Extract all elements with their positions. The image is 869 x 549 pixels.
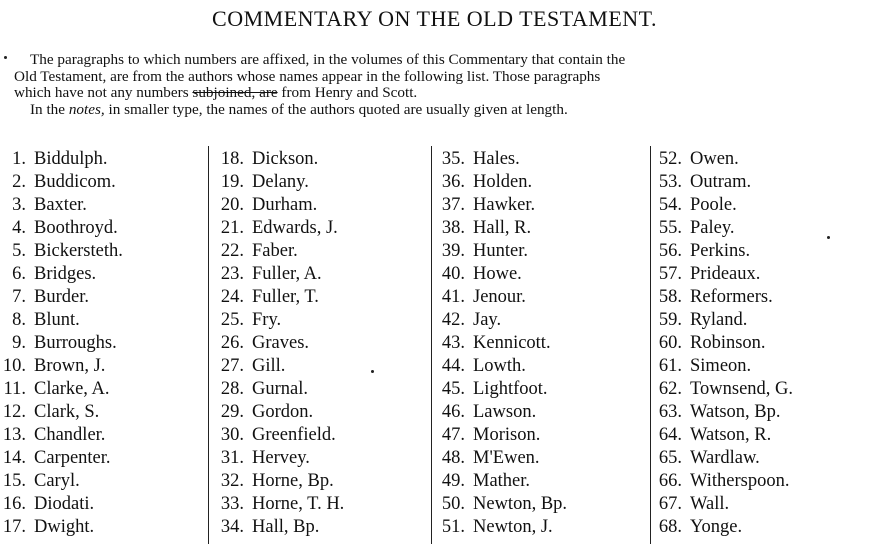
- author-list: [642, 148, 793, 539]
- author-name: Townsend, G.: [690, 379, 794, 399]
- author-name: Burder.: [34, 287, 89, 307]
- author-entry: [425, 217, 567, 240]
- author-number: 47.: [441, 425, 465, 445]
- author-column-1: [0, 148, 123, 539]
- ink-speck: [827, 236, 830, 239]
- author-number: 21.: [220, 218, 244, 238]
- author-name: Watson, R.: [690, 425, 772, 445]
- author-name: Wardlaw.: [690, 448, 760, 468]
- author-entry: [642, 171, 793, 194]
- author-name: Newton, Bp.: [473, 494, 568, 514]
- author-number: 10.: [2, 356, 26, 376]
- author-number: 61.: [658, 356, 682, 376]
- author-number: 4.: [12, 218, 26, 238]
- column-divider: [431, 146, 432, 544]
- intro-line-4-before: In the: [30, 100, 69, 118]
- author-entry: [0, 217, 123, 240]
- author-entry: [204, 171, 344, 194]
- intro-line-3-after: from Henry and Scott.: [277, 84, 418, 101]
- author-number: 45.: [441, 379, 465, 399]
- author-name: Poole.: [690, 195, 737, 215]
- author-name: Graves.: [252, 333, 310, 353]
- author-entry: [642, 240, 793, 263]
- author-entry: [0, 355, 123, 378]
- author-name: Boothroyd.: [34, 218, 118, 238]
- author-entry: [204, 309, 344, 332]
- author-number: 8.: [12, 310, 26, 330]
- author-number: 37.: [441, 195, 465, 215]
- author-number: 22.: [220, 241, 244, 261]
- author-name: Yonge.: [690, 517, 743, 537]
- author-name: Paley.: [690, 218, 735, 238]
- author-number: 50.: [441, 494, 465, 514]
- author-name: Dickson.: [252, 149, 319, 169]
- author-number: 13.: [2, 425, 26, 445]
- author-name: Jay.: [473, 310, 502, 330]
- author-name: Newton, J.: [473, 517, 553, 537]
- author-list: [204, 148, 344, 539]
- author-name: Dwight.: [34, 517, 95, 537]
- author-entry: [642, 470, 793, 493]
- author-number: 34.: [220, 517, 244, 537]
- author-name: Caryl.: [34, 471, 80, 491]
- author-name: Reformers.: [690, 287, 773, 307]
- author-number: 38.: [441, 218, 465, 238]
- author-number: 65.: [658, 448, 682, 468]
- author-number: 36.: [441, 172, 465, 192]
- ink-speck: [4, 56, 7, 59]
- author-name: Jenour.: [473, 287, 526, 307]
- author-entry: [0, 263, 123, 286]
- author-entry: [642, 424, 793, 447]
- author-entry: [204, 240, 344, 263]
- author-number: 33.: [220, 494, 244, 514]
- author-entry: [425, 493, 567, 516]
- author-number: 54.: [658, 195, 682, 215]
- author-entry: [0, 148, 123, 171]
- author-name: Biddulph.: [34, 149, 108, 169]
- author-name: Horne, T. H.: [252, 494, 345, 514]
- author-number: 7.: [12, 287, 26, 307]
- author-name: Clarke, A.: [34, 379, 110, 399]
- author-entry: [642, 401, 793, 424]
- author-number: 60.: [658, 333, 682, 353]
- author-number: 52.: [658, 149, 682, 169]
- intro-line-3-before: which have not any numbers: [14, 84, 193, 101]
- author-entry: [0, 424, 123, 447]
- author-name: Gill.: [252, 356, 286, 376]
- author-number: 40.: [441, 264, 465, 284]
- author-entry: [425, 263, 567, 286]
- author-entry: [425, 470, 567, 493]
- author-number: 24.: [220, 287, 244, 307]
- author-entry: [642, 148, 793, 171]
- page-title: COMMENTARY ON THE OLD TESTAMENT.: [212, 6, 657, 31]
- author-entry: [0, 194, 123, 217]
- author-entry: [204, 516, 344, 539]
- column-divider: [650, 146, 651, 544]
- author-entry: [425, 286, 567, 309]
- author-entry: [0, 240, 123, 263]
- author-entry: [642, 309, 793, 332]
- author-number: 57.: [658, 264, 682, 284]
- author-entry: [425, 171, 567, 194]
- author-entry: [204, 401, 344, 424]
- author-number: 15.: [2, 471, 26, 491]
- author-number: 63.: [658, 402, 682, 422]
- author-number: 14.: [2, 448, 26, 468]
- author-name: Robinson.: [690, 333, 766, 353]
- intro-line-2: Old Testament, are from the authors whose names appear in the following list. Those paragraphs: [14, 67, 601, 85]
- author-name: Bridges.: [34, 264, 97, 284]
- author-entry: [204, 447, 344, 470]
- author-entry: [642, 447, 793, 470]
- author-number: 42.: [441, 310, 465, 330]
- author-column-3: [425, 148, 567, 539]
- author-name: Watson, Bp.: [690, 402, 781, 422]
- author-entry: [642, 217, 793, 240]
- author-name: Ryland.: [690, 310, 748, 330]
- author-name: Carpenter.: [34, 448, 111, 468]
- author-entry: [204, 286, 344, 309]
- author-number: 56.: [658, 241, 682, 261]
- author-name: Perkins.: [690, 241, 751, 261]
- author-name: Chandler.: [34, 425, 106, 445]
- author-entry: [0, 332, 123, 355]
- author-entry: [204, 493, 344, 516]
- author-number: 29.: [220, 402, 244, 422]
- author-number: 1.: [12, 149, 26, 169]
- author-name: Lowth.: [473, 356, 526, 376]
- author-name: Horne, Bp.: [252, 471, 334, 491]
- author-name: Lightfoot.: [473, 379, 548, 399]
- author-entry: [204, 470, 344, 493]
- author-number: 55.: [658, 218, 682, 238]
- author-number: 51.: [441, 517, 465, 537]
- author-entry: [0, 493, 123, 516]
- author-name: Hunter.: [473, 241, 528, 261]
- author-name: Holden.: [473, 172, 533, 192]
- author-column-4: [642, 148, 793, 539]
- author-entry: [204, 424, 344, 447]
- author-name: Witherspoon.: [690, 471, 790, 491]
- author-number: 12.: [2, 402, 26, 422]
- author-number: 44.: [441, 356, 465, 376]
- author-name: Lawson.: [473, 402, 537, 422]
- author-number: 41.: [441, 287, 465, 307]
- author-name: Burroughs.: [34, 333, 117, 353]
- struck-text: subjoined, are: [192, 84, 278, 101]
- author-name: Morison.: [473, 425, 541, 445]
- author-name: Greenfield.: [252, 425, 336, 445]
- author-name: Baxter.: [34, 195, 87, 215]
- author-name: Fuller, A.: [252, 264, 322, 284]
- author-name: Durham.: [252, 195, 318, 215]
- intro-line-1: The paragraphs to which numbers are affixed, in the volumes of this Commentary that contain the: [30, 51, 626, 68]
- author-entry: [0, 378, 123, 401]
- author-name: Mather.: [473, 471, 531, 491]
- author-number: 5.: [12, 241, 26, 261]
- author-name: Gordon.: [252, 402, 314, 422]
- author-entry: [642, 263, 793, 286]
- author-list: [425, 148, 567, 539]
- author-entry: [425, 516, 567, 539]
- intro-paragraph: [14, 52, 862, 118]
- author-entry: [0, 470, 123, 493]
- author-name: Outram.: [690, 172, 752, 192]
- author-number: 26.: [220, 333, 244, 353]
- author-entry: [425, 355, 567, 378]
- author-entry: [204, 194, 344, 217]
- author-number: 9.: [12, 333, 26, 353]
- author-entry: [425, 332, 567, 355]
- author-name: Howe.: [473, 264, 522, 284]
- author-name: Hervey.: [252, 448, 310, 468]
- author-number: 32.: [220, 471, 244, 491]
- author-number: 11.: [3, 379, 26, 399]
- author-entry: [0, 401, 123, 424]
- author-number: 62.: [658, 379, 682, 399]
- author-number: 53.: [658, 172, 682, 192]
- author-entry: [642, 286, 793, 309]
- author-name: Hall, R.: [473, 218, 532, 238]
- author-number: 66.: [658, 471, 682, 491]
- intro-line-3: [14, 85, 862, 102]
- author-entry: [0, 171, 123, 194]
- author-number: 48.: [441, 448, 465, 468]
- author-entry: [0, 516, 123, 539]
- author-entry: [425, 401, 567, 424]
- author-entry: [425, 309, 567, 332]
- author-name: Owen.: [690, 149, 739, 169]
- author-number: 35.: [441, 149, 465, 169]
- author-entry: [642, 332, 793, 355]
- author-number: 39.: [441, 241, 465, 261]
- author-number: 30.: [220, 425, 244, 445]
- author-number: 58.: [658, 287, 682, 307]
- author-entry: [425, 424, 567, 447]
- author-number: 2.: [12, 172, 26, 192]
- author-number: 46.: [441, 402, 465, 422]
- author-number: 49.: [441, 471, 465, 491]
- notes-italic-word: notes,: [68, 100, 105, 118]
- author-number: 67.: [658, 494, 682, 514]
- author-name: Hales.: [473, 149, 520, 169]
- author-name: Kennicott.: [473, 333, 551, 353]
- author-entry: [425, 447, 567, 470]
- author-entry: [204, 148, 344, 171]
- author-number: 25.: [220, 310, 244, 330]
- ink-speck: [371, 370, 374, 373]
- author-number: 3.: [12, 195, 26, 215]
- author-name: Hall, Bp.: [252, 517, 320, 537]
- author-entry: [0, 286, 123, 309]
- author-entry: [425, 148, 567, 171]
- intro-line-4-after: in smaller type, the names of the authors quoted are usually given at length.: [104, 100, 568, 118]
- author-name: Prideaux.: [690, 264, 761, 284]
- author-number: 43.: [441, 333, 465, 353]
- author-entry: [425, 378, 567, 401]
- author-entry: [0, 309, 123, 332]
- author-name: Delany.: [252, 172, 309, 192]
- author-number: 23.: [220, 264, 244, 284]
- author-name: Brown, J.: [34, 356, 106, 376]
- author-entry: [204, 332, 344, 355]
- author-number: 18.: [220, 149, 244, 169]
- author-name: Wall.: [690, 494, 730, 514]
- author-name: M'Ewen.: [473, 448, 540, 468]
- author-number: 20.: [220, 195, 244, 215]
- author-entry: [204, 378, 344, 401]
- author-entry: [204, 217, 344, 240]
- author-name: Hawker.: [473, 195, 536, 215]
- author-number: 6.: [12, 264, 26, 284]
- author-column-2: [204, 148, 344, 539]
- author-name: Buddicom.: [34, 172, 116, 192]
- author-number: 17.: [2, 517, 26, 537]
- author-columns: [0, 148, 869, 548]
- author-number: 64.: [658, 425, 682, 445]
- author-entry: [204, 355, 344, 378]
- author-entry: [642, 493, 793, 516]
- author-name: Fry.: [252, 310, 282, 330]
- author-number: 19.: [220, 172, 244, 192]
- intro-line-4: [14, 102, 862, 119]
- author-name: Diodati.: [34, 494, 95, 514]
- author-number: 68.: [658, 517, 682, 537]
- author-number: 27.: [220, 356, 244, 376]
- author-entry: [204, 263, 344, 286]
- author-entry: [642, 516, 793, 539]
- author-name: Faber.: [252, 241, 298, 261]
- author-entry: [642, 378, 793, 401]
- author-entry: [642, 355, 793, 378]
- author-entry: [425, 194, 567, 217]
- author-entry: [425, 240, 567, 263]
- author-number: 16.: [2, 494, 26, 514]
- author-name: Edwards, J.: [252, 218, 338, 238]
- column-divider: [208, 146, 209, 544]
- author-list: [0, 148, 123, 539]
- author-entry: [642, 194, 793, 217]
- author-name: Simeon.: [690, 356, 752, 376]
- author-name: Gurnal.: [252, 379, 308, 399]
- author-name: Bickersteth.: [34, 241, 123, 261]
- author-number: 59.: [658, 310, 682, 330]
- author-name: Blunt.: [34, 310, 80, 330]
- author-number: 31.: [220, 448, 244, 468]
- author-name: Clark, S.: [34, 402, 100, 422]
- author-entry: [0, 447, 123, 470]
- author-name: Fuller, T.: [252, 287, 319, 307]
- author-number: 28.: [220, 379, 244, 399]
